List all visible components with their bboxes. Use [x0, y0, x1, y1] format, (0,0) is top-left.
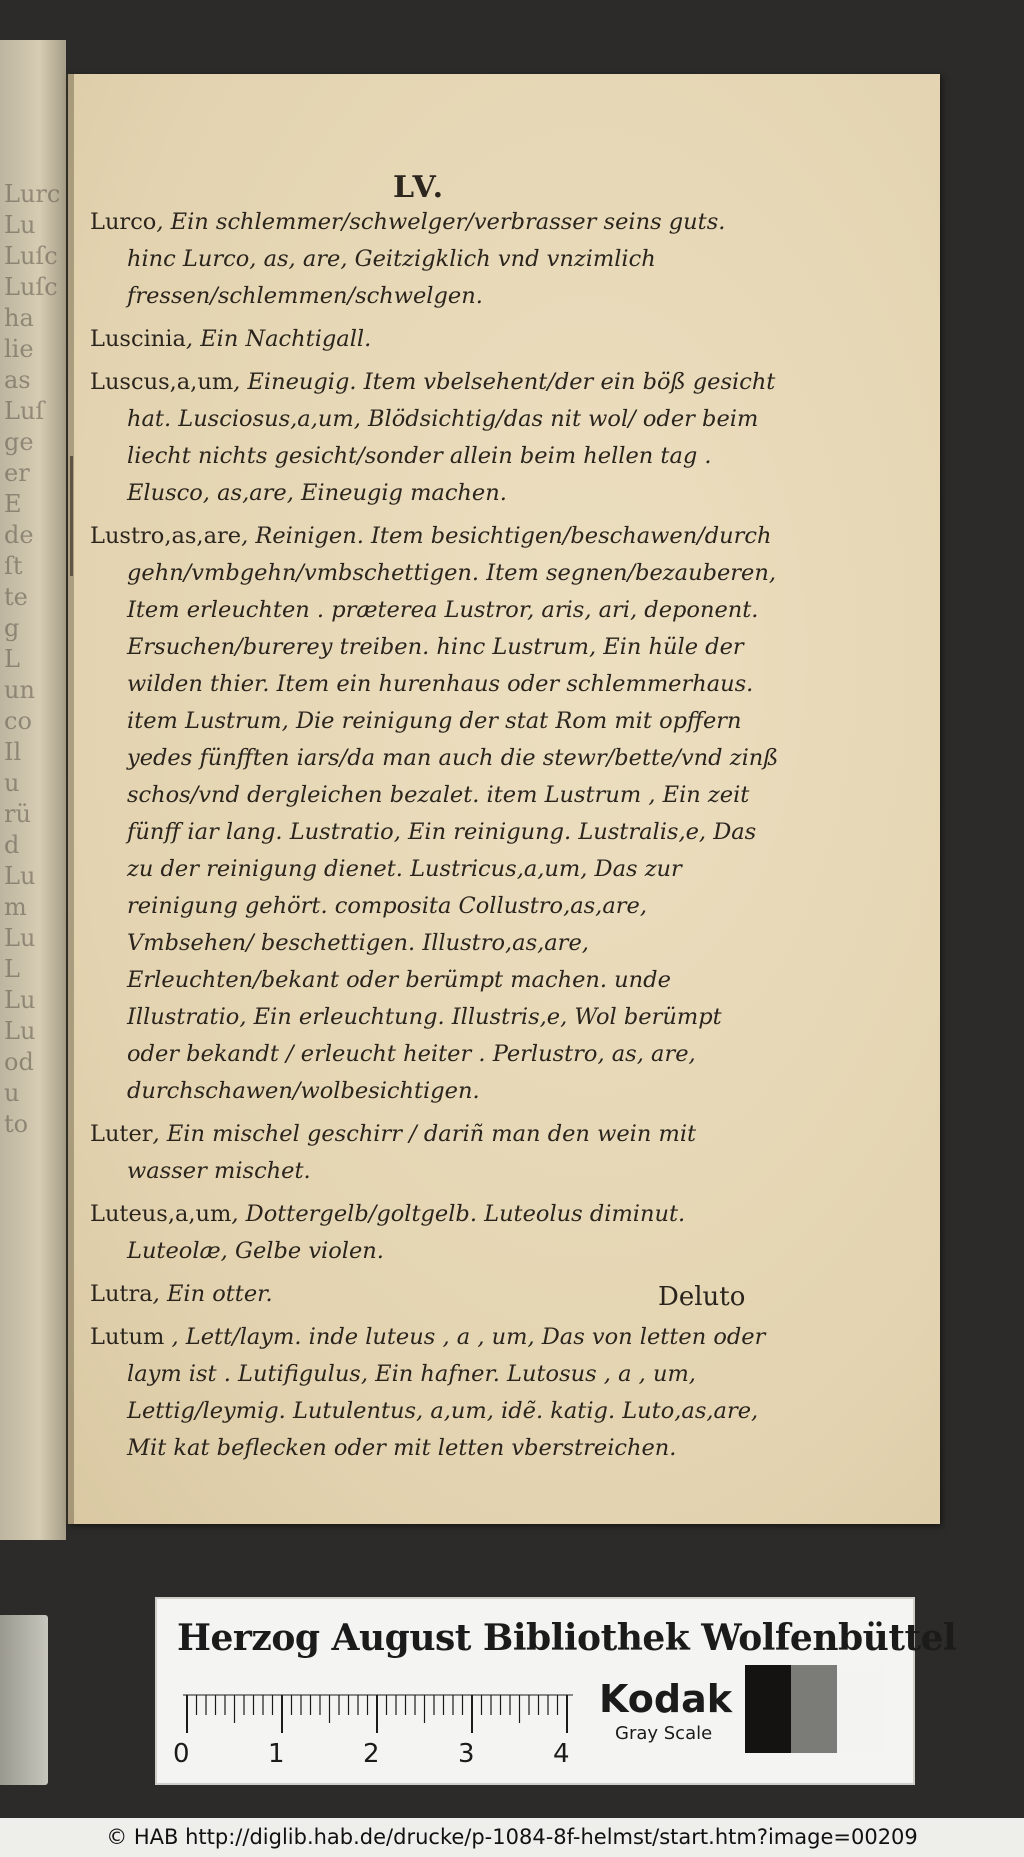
gray-patch	[837, 1665, 883, 1753]
library-name: Herzog August Bibliothek Wolfenbüttel	[177, 1617, 957, 1659]
adjacent-page-text: Il	[4, 738, 22, 766]
adjacent-page-text: lie	[4, 335, 34, 363]
dictionary-entry	[90, 364, 780, 512]
adjacent-page-text: de	[4, 521, 34, 549]
adjacent-page-text: ge	[4, 428, 34, 456]
adjacent-page-text: Lu	[4, 211, 36, 239]
entry-definition: , Ein schlemmer/schwelger/verbrasser seins guts. hinc Lurco, as, are, Geitzigklich vnd vnzimlich fressen/schlemmen/schwelgen.	[127, 209, 726, 309]
entry-definition: , Ein mischel geschirr / dariñ man den wein mit wasser mischet.	[127, 1121, 697, 1184]
kodak-logo: Kodak	[599, 1677, 732, 1721]
dictionary-entry	[90, 518, 780, 1110]
entry-definition: , Ein otter.	[152, 1281, 273, 1307]
adjacent-page-text: Lu	[4, 1017, 36, 1045]
ruler-number: 2	[363, 1739, 380, 1769]
adjacent-page-text: te	[4, 583, 28, 611]
adjacent-page-text: un	[4, 676, 35, 704]
dictionary-entry	[90, 1196, 780, 1270]
entry-headword: Lustro,as,are	[90, 523, 242, 549]
page-tab	[0, 1615, 48, 1785]
adjacent-page-text: Luſc	[4, 273, 58, 301]
adjacent-page-text: Luſ	[4, 397, 45, 425]
adjacent-page-text: Lu	[4, 924, 36, 952]
entry-headword: Lutra	[90, 1281, 153, 1307]
adjacent-page-text: E	[4, 490, 22, 518]
entry-headword: Lutum	[90, 1324, 165, 1350]
adjacent-page-text: er	[4, 459, 30, 487]
catchword: Deluto	[658, 1282, 746, 1312]
adjacent-page-text: m	[4, 893, 27, 921]
adjacent-page-text: d	[4, 831, 20, 859]
entry-headword: Luter	[90, 1121, 153, 1147]
entry-definition: , Lett/laym. inde luteus , a , um, Das von letten oder laym ist . Lutifigulus, Ein hafner. Lutosus , a , um, Lettig/leymig. Lutulentus, a,um, idẽ. katig. Luto,as,are, Mit kat beflecken oder mit letten vberstreichen.	[127, 1324, 766, 1461]
color-target	[155, 1597, 957, 1785]
adjacent-page-edge	[0, 40, 66, 1540]
ruler-number: 1	[268, 1739, 285, 1769]
adjacent-page-text: Luſc	[4, 242, 58, 270]
margin-mark	[70, 456, 73, 576]
dictionary-entry	[90, 321, 780, 358]
adjacent-page-text: as	[4, 366, 31, 394]
adjacent-page-text: ſt	[4, 552, 23, 580]
adjacent-page-text: u	[4, 769, 20, 797]
entry-definition: , Eineugig. Item vbelsehent/der ein böß gesicht hat. Lusciosus,a,um, Blödsichtig/das nit wol/ oder beim liecht nichts gesicht/sonder allein beim hellen tag . Elusco, as,are, Eineugig machen.	[127, 369, 776, 506]
adjacent-page-text: L	[4, 645, 20, 673]
adjacent-page-text: co	[4, 707, 32, 735]
dictionary-entry	[90, 204, 780, 315]
adjacent-page-text: od	[4, 1048, 34, 1076]
gray-patch	[791, 1665, 837, 1753]
gray-scale-label: Gray Scale	[615, 1723, 713, 1744]
page-folio: LV.	[393, 170, 446, 205]
ruler-number: 0	[173, 1739, 190, 1769]
ruler-scale	[183, 1685, 573, 1735]
adjacent-page-text: L	[4, 955, 20, 983]
dictionary-entry	[90, 1116, 780, 1190]
gutter-shadow	[66, 74, 74, 1524]
entry-definition: , Reinigen. Item besichtigen/beschawen/durch gehn/vmbgehn/vmbschettigen. Item segnen/bezauberen, Item erleuchten . præterea Lustror, aris, ari, deponent. Ersuchen/burerey treiben. hinc Lustrum, Ein hüle der wilden thier. Item ein hurenhaus oder schlemmerhaus. item Lustrum, Die reinigung der stat Rom mit opffern yedes fünfften iars/da man auch die stewr/bette/vnd zinß schos/vnd dergleichen bezalet. item Lustrum , Ein zeit fünff iar lang. Lustratio, Ein reinigung. Lustralis,e, Das zu der reinigung dienet. Lustricus,a,um, Das zur reinigung gehört. composita Collustro,as,are, Vmbsehen/ beschettigen. Illustro,as,are, Erleuchten/bekant oder berümpt machen. unde Illustratio, Ein erleuchtung. Illustris,e, Wol berümpt oder bekandt / erleucht heiter . Perlustro, as, are, durchschawen/wolbesichtigen.	[127, 523, 779, 1104]
adjacent-page-text: rü	[4, 800, 31, 828]
ruler-number: 3	[458, 1739, 475, 1769]
adjacent-page-text: Lurc	[4, 180, 61, 208]
entry-definition: , Ein Nachtigall.	[185, 326, 372, 352]
adjacent-page-text: g	[4, 614, 20, 642]
adjacent-page-text: to	[4, 1110, 29, 1138]
adjacent-page-text: Lu	[4, 862, 36, 890]
entry-definition: , Dottergelb/goltgelb. Luteolus diminut. Luteolæ, Gelbe violen.	[127, 1201, 686, 1264]
gray-patch	[745, 1665, 791, 1753]
dictionary-entry	[90, 1319, 780, 1467]
entry-headword: Luscus,a,um	[90, 369, 234, 395]
adjacent-page-text: ha	[4, 304, 34, 332]
adjacent-page-text: Lu	[4, 986, 36, 1014]
adjacent-page-text: u	[4, 1079, 20, 1107]
entry-headword: Lurco	[90, 209, 157, 235]
entry-headword: Luscinia	[90, 326, 186, 352]
ruler-number: 4	[553, 1739, 570, 1769]
copyright-footer: © HAB http://diglib.hab.de/drucke/p-1084-8f-helmst/start.htm?image=00209	[0, 1818, 1024, 1857]
entry-headword: Luteus,a,um	[90, 1201, 232, 1227]
